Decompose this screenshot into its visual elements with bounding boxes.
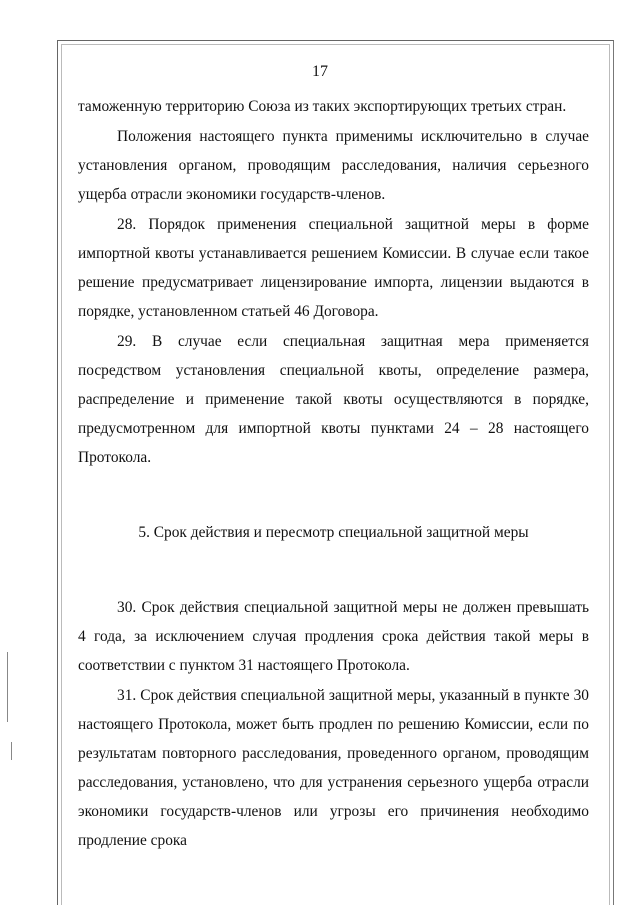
paragraph-item-29: 29. В случае если специальная защитная мера применяется посредством установления специальной квоты, определение размера, распределение и применение такой квоты осуществляются в порядке, предусмотренном для импортной квоты пунктами 24 – 28 настоящего Протокола. (78, 333, 589, 466)
paragraph: таможенную территорию Союза из таких экспортирующих третьих стран. (78, 98, 567, 115)
section-heading: 5. Срок действия и пересмотр специальной защитной меры (138, 524, 529, 541)
document-body (78, 92, 589, 856)
paragraph-item-31: 31. Срок действия специальной защитной меры, указанный в пункте 30 настоящего Протокола, может быть продлен по решению Комиссии, если по результатам повторного расследования, проведенного органом, проводящим расследования, установлено, что для устранения серьезного ущерба отрасли экономики государств-членов или угрозы его причинения необходимо продление срока (78, 687, 589, 849)
paragraph-item-28: 28. Порядок применения специальной защитной меры в форме импортной квоты устанавливается решением Комиссии. В случае если такое решение предусматривает лицензирование импорта, лицензии выдаются в порядке, установленном статьей 46 Договора. (78, 216, 589, 320)
scan-margin-mark (7, 652, 8, 722)
page-number: 17 (312, 63, 328, 80)
scan-margin-mark (11, 742, 12, 760)
paragraph: Положения настоящего пункта применимы исключительно в случае установления органом, проводящим расследования, наличия серьезного ущерба отрасли экономики государств-членов. (78, 128, 589, 203)
paragraph-item-30: 30. Срок действия специальной защитной меры не должен превышать 4 года, за исключением случая продления срока действия такой меры в соответствии с пунктом 31 настоящего Протокола. (78, 599, 589, 674)
